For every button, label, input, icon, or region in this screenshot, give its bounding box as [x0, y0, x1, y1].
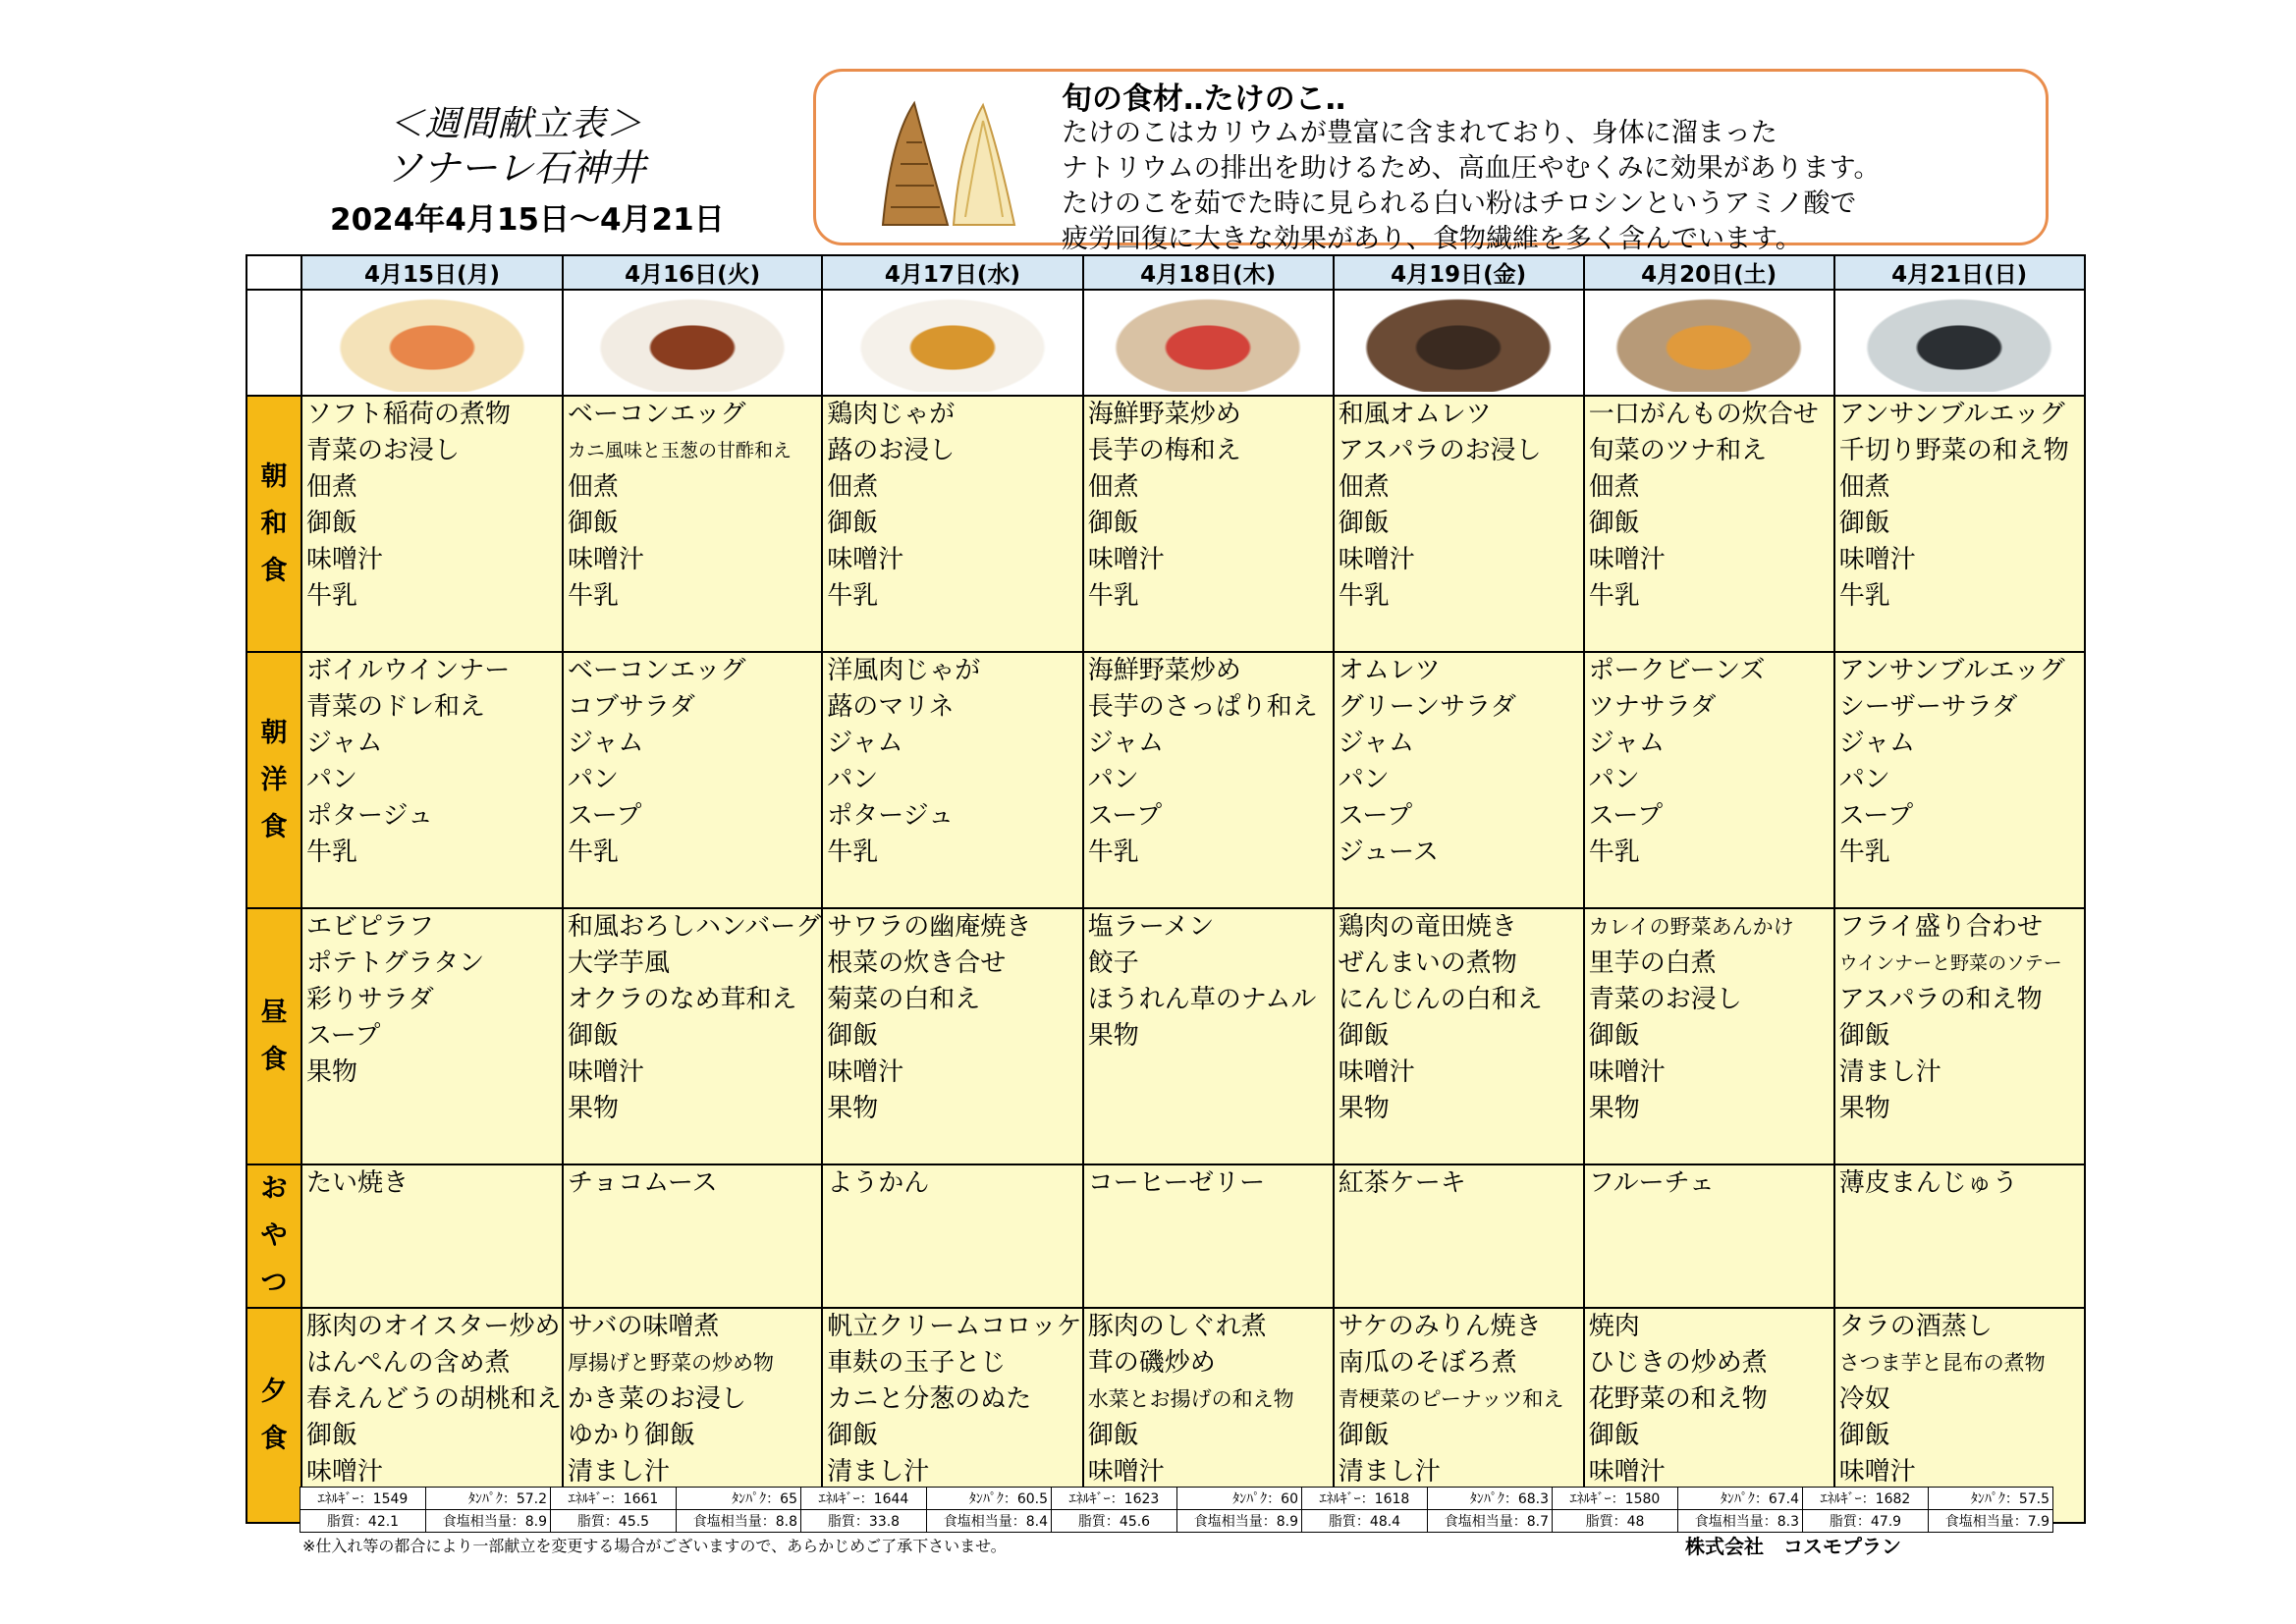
menu-item: ジャム — [1338, 729, 1415, 758]
fat-value: 脂質：45.6 — [1052, 1510, 1177, 1533]
menu-item: 紅茶ケーキ — [1338, 1168, 1466, 1198]
menu-item: 味噌汁 — [568, 545, 645, 574]
menu-item: 御飯 — [1838, 1421, 1890, 1450]
menu-item: 青菜のお浸し — [1588, 985, 1742, 1014]
menu-item: さつま芋と昆布の煮物 — [1838, 1351, 2046, 1375]
protein-value: ﾀﾝﾊﾟｸ：60 — [1177, 1488, 1302, 1510]
breakfast-western-cell — [1834, 652, 2085, 908]
menu-item: 果物 — [1087, 1021, 1139, 1051]
day-header: 4月15日(月) — [301, 255, 563, 290]
breakfast-japanese-cell — [1584, 396, 1834, 652]
seasonal-heading: 旬の食材‥たけのこ‥ — [1062, 81, 1346, 117]
menu-item: 花野菜の和え物 — [1588, 1384, 1768, 1414]
breakfast-western-label-text: 朝洋食 — [260, 717, 288, 842]
menu-item: スープ — [1087, 801, 1163, 831]
menu-item: ほうれん草のナムル — [1087, 985, 1317, 1014]
photo-cell — [1834, 290, 2085, 396]
fried-chicken-photo — [1355, 294, 1561, 392]
menu-item: 清まし汁 — [568, 1457, 671, 1487]
menu-item: エビピラフ — [306, 912, 435, 942]
menu-item: サワラの幽庵焼き — [827, 912, 1032, 942]
menu-item: 果物 — [1588, 1094, 1640, 1123]
menu-item: 味噌汁 — [827, 1057, 904, 1087]
menu-item: コブサラダ — [568, 692, 695, 722]
menu-item: サバの味噌煮 — [568, 1312, 720, 1341]
protein-value: ﾀﾝﾊﾟｸ：60.5 — [927, 1488, 1052, 1510]
menu-item: ベーコンエッグ — [568, 400, 746, 429]
menu-item: ジャム — [568, 729, 644, 758]
menu-item: ソフト稲荷の煮物 — [306, 400, 512, 429]
breakfast-japanese-cell — [822, 396, 1082, 652]
menu-item: 味噌汁 — [1087, 545, 1165, 574]
menu-item: はんぺんの含め煮 — [306, 1348, 511, 1378]
menu-item: 御飯 — [827, 1421, 879, 1450]
menu-item: 御飯 — [1338, 509, 1390, 538]
menu-item: 味噌汁 — [1588, 1457, 1666, 1487]
menu-item: 菊菜の白和え — [827, 985, 981, 1014]
menu-item: 鶏肉じゃが — [827, 400, 956, 429]
menu-item: 御飯 — [1087, 509, 1139, 538]
menu-item: 長芋のさっぱり和え — [1087, 692, 1318, 722]
menu-item: 牛乳 — [1588, 581, 1640, 611]
menu-item: 牛乳 — [1838, 838, 1890, 867]
lunch-cell — [301, 908, 563, 1164]
menu-item: 餃子 — [1087, 948, 1139, 978]
menu-item: 豚肉のオイスター炒め — [306, 1312, 561, 1341]
energy-value: ｴﾈﾙｷﾞｰ：1661 — [551, 1488, 677, 1510]
menu-item: 味噌汁 — [306, 545, 384, 574]
menu-item: ジャム — [306, 729, 383, 758]
menu-item: ツナサラダ — [1588, 692, 1717, 722]
menu-item: 帆立クリームコロッケ — [827, 1312, 1082, 1341]
menu-item: ようかん — [827, 1168, 930, 1198]
energy-value: ｴﾈﾙｷﾞｰ：1549 — [301, 1488, 426, 1510]
salt-value: 食塩相当量：7.9 — [1929, 1510, 2053, 1533]
menu-item: スープ — [1338, 801, 1413, 831]
seasonal-text-line: たけのこを茹でた時に見られる白い粉はチロシンというアミノ酸で — [1062, 189, 1857, 219]
menu-item: タラの酒蒸し — [1838, 1312, 1993, 1341]
menu-item: 一口がんもの炊合せ — [1588, 400, 1819, 429]
menu-item: グリーンサラダ — [1338, 692, 1516, 722]
seasonal-text-line: 疲労回復に大きな効果があり、食物繊維を多く含んでいます。 — [1062, 224, 1802, 254]
menu-item: オムレツ — [1338, 656, 1441, 685]
menu-item: パン — [1838, 765, 1890, 794]
menu-item: シーザーサラダ — [1838, 692, 2018, 722]
menu-item: ぜんまいの煮物 — [1338, 948, 1517, 978]
menu-item: カレイの野菜あんかけ — [1588, 915, 1794, 939]
menu-item: ひじきの炒め煮 — [1588, 1348, 1768, 1378]
menu-item: 果物 — [1838, 1094, 1890, 1123]
photo-cell — [1584, 290, 1834, 396]
menu-item: 果物 — [568, 1094, 620, 1123]
protein-value: ﾀﾝﾊﾟｸ：57.5 — [1929, 1488, 2053, 1510]
menu-item: たい焼き — [306, 1168, 410, 1198]
menu-item: 彩りサラダ — [306, 985, 434, 1014]
menu-item: ゆかり御飯 — [568, 1421, 696, 1450]
energy-value: ｴﾈﾙｷﾞｰ：1580 — [1553, 1488, 1678, 1510]
fat-value: 脂質：45.5 — [551, 1510, 677, 1533]
protein-value: ﾀﾝﾊﾟｸ：57.2 — [426, 1488, 551, 1510]
menu-item: 牛乳 — [1087, 838, 1139, 867]
menu-item: 冷奴 — [1838, 1384, 1890, 1414]
menu-item: 青菜のお浸し — [306, 436, 461, 465]
menu-item: 牛乳 — [827, 838, 879, 867]
menu-item: 車麸の玉子とじ — [827, 1348, 1007, 1378]
menu-item: フルーチェ — [1588, 1168, 1715, 1198]
seasonal-text-line: たけのこはカリウムが豊富に含まれており、身体に溜まった — [1062, 118, 1777, 148]
menu-item: 味噌汁 — [1838, 1457, 1916, 1487]
menu-item: 御飯 — [1838, 509, 1890, 538]
menu-item: アスパラの和え物 — [1838, 985, 2043, 1014]
menu-item: 千切り野菜の和え物 — [1838, 436, 2069, 465]
hamburg-steak-photo — [589, 294, 795, 392]
menu-item: パン — [568, 765, 620, 794]
menu-item: 蕗のお浸し — [827, 436, 956, 465]
breakfast-japanese-cell — [1083, 396, 1334, 652]
day-header: 4月16日(火) — [563, 255, 822, 290]
menu-item: 海鮮野菜炒め — [1087, 400, 1241, 429]
snack-cell — [1834, 1164, 2085, 1308]
breakfast-japanese-cell — [1834, 396, 2085, 652]
snack-cell — [301, 1164, 563, 1308]
menu-item: 佃煮 — [1087, 472, 1139, 502]
energy-value: ｴﾈﾙｷﾞｰ：1644 — [801, 1488, 927, 1510]
salt-value: 食塩相当量：8.8 — [677, 1510, 801, 1533]
menu-item: アンサンブルエッグ — [1838, 656, 2065, 685]
menu-item: 味噌汁 — [1588, 1057, 1666, 1087]
menu-item: かき菜のお浸し — [568, 1384, 747, 1414]
menu-item: 御飯 — [1838, 1021, 1890, 1051]
menu-item: 牛乳 — [1838, 581, 1890, 611]
lunch-label-text: 昼食 — [260, 997, 288, 1075]
menu-item: 水菜とお揚げの和え物 — [1087, 1387, 1294, 1411]
menu-item: 清まし汁 — [1338, 1457, 1441, 1487]
menu-item: ジャム — [1838, 729, 1916, 758]
menu-item: 鶏肉の竜田焼き — [1338, 912, 1517, 942]
dinner-label — [246, 1308, 301, 1523]
menu-item: パン — [827, 765, 879, 794]
fat-value: 脂質：48 — [1553, 1510, 1678, 1533]
menu-item: 牛乳 — [1338, 581, 1390, 611]
menu-item: カニと分葱のぬた — [827, 1384, 1032, 1414]
menu-item: 牛乳 — [568, 838, 620, 867]
photo-cell — [1083, 290, 1334, 396]
menu-item: 佃煮 — [1838, 472, 1890, 502]
breakfast-western-cell — [563, 652, 822, 908]
menu-item: 味噌汁 — [1338, 1057, 1415, 1087]
breakfast-western-cell — [301, 652, 563, 908]
lunch-cell — [1083, 908, 1334, 1164]
protein-value: ﾀﾝﾊﾟｸ：67.4 — [1678, 1488, 1803, 1510]
menu-item: コーヒーゼリー — [1087, 1168, 1266, 1198]
breakfast-japanese-cell — [563, 396, 822, 652]
menu-item: 御飯 — [1588, 1021, 1640, 1051]
photo-cell — [563, 290, 822, 396]
menu-item: スープ — [1838, 801, 1914, 831]
salt-value: 食塩相当量：8.4 — [927, 1510, 1052, 1533]
menu-item: 果物 — [306, 1057, 358, 1087]
menu-item: にんじんの白和え — [1338, 985, 1543, 1014]
snack-cell — [822, 1164, 1082, 1308]
snack-label-text: おやつ — [260, 1173, 288, 1298]
facility-name: ソナーレ石神井 — [385, 146, 646, 189]
menu-item: 春えんどうの胡桃和え — [306, 1384, 563, 1414]
photo-cell — [822, 290, 1082, 396]
lunch-cell — [1334, 908, 1584, 1164]
menu-item: 和風オムレツ — [1338, 400, 1492, 429]
menu-item: オクラのなめ茸和え — [568, 985, 797, 1014]
menu-item: 御飯 — [1588, 1421, 1640, 1450]
menu-item: 牛乳 — [306, 581, 358, 611]
protein-value: ﾀﾝﾊﾟｸ：68.3 — [1428, 1488, 1553, 1510]
menu-item: 洋風肉じゃが — [827, 656, 981, 685]
menu-item: 味噌汁 — [1338, 545, 1415, 574]
menu-item: 海鮮野菜炒め — [1087, 656, 1241, 685]
menu-item: 御飯 — [306, 509, 358, 538]
shrimp-pilaf-photo — [329, 294, 535, 392]
menu-item: ポテトグラタン — [306, 948, 485, 978]
menu-item: カニ風味と玉葱の甘酢和え — [568, 440, 793, 461]
menu-item: 蕗のマリネ — [827, 692, 955, 722]
corner-cell — [246, 255, 301, 290]
menu-item: 青菜のドレ和え — [306, 692, 486, 722]
menu-item: 味噌汁 — [1838, 545, 1916, 574]
day-header: 4月17日(水) — [822, 255, 1082, 290]
menu-item: 牛乳 — [1588, 838, 1640, 867]
salt-value: 食塩相当量：8.3 — [1678, 1510, 1803, 1533]
menu-item: 佃煮 — [306, 472, 358, 502]
menu-item: 御飯 — [1338, 1421, 1390, 1450]
menu-item: 佃煮 — [827, 472, 879, 502]
snack-cell — [1083, 1164, 1334, 1308]
energy-value: ｴﾈﾙｷﾞｰ：1682 — [1803, 1488, 1929, 1510]
menu-item: 牛乳 — [827, 581, 879, 611]
menu-item: 牛乳 — [568, 581, 620, 611]
menu-item: 茸の磯炒め — [1087, 1348, 1216, 1378]
menu-item: パン — [306, 765, 358, 794]
seasonal-text-line: ナトリウムの排出を助けるため、高血圧やむくみに効果があります。 — [1062, 153, 1881, 184]
menu-item: 味噌汁 — [306, 1457, 384, 1487]
energy-value: ｴﾈﾙｷﾞｰ：1623 — [1052, 1488, 1177, 1510]
lunch-cell — [563, 908, 822, 1164]
menu-item: 大学芋風 — [568, 948, 671, 978]
energy-value: ｴﾈﾙｷﾞｰ：1618 — [1302, 1488, 1428, 1510]
menu-item: 果物 — [1338, 1094, 1390, 1123]
bamboo-shoot-illustration — [863, 99, 1020, 232]
photo-cell — [1334, 290, 1584, 396]
snack-label — [246, 1164, 301, 1308]
menu-item: ジャム — [827, 729, 903, 758]
menu-item: 御飯 — [827, 509, 879, 538]
cream-croquette-photo — [849, 294, 1056, 392]
menu-item: ウインナーと野菜のソテー — [1838, 952, 2062, 974]
breakfast-japanese-cell — [301, 396, 563, 652]
fat-value: 脂質：48.4 — [1302, 1510, 1428, 1533]
fat-value: 脂質：47.9 — [1803, 1510, 1929, 1533]
menu-item: アスパラのお浸し — [1338, 436, 1542, 465]
menu-item: 佃煮 — [1338, 472, 1390, 502]
date-range: 2024年4月15日～4月21日 — [330, 202, 725, 238]
fish-ankake-photo — [1606, 294, 1812, 392]
breakfast-japanese-label — [246, 396, 301, 652]
menu-item: 御飯 — [568, 1021, 620, 1051]
menu-item: 味噌汁 — [568, 1057, 645, 1087]
menu-item: スープ — [568, 801, 642, 831]
company-name: 株式会社 コスモプラン — [1685, 1535, 1901, 1558]
menu-item: 根菜の炊き合せ — [827, 948, 1007, 978]
photo-cell — [301, 290, 563, 396]
menu-item: 牛乳 — [1087, 581, 1139, 611]
snack-cell — [563, 1164, 822, 1308]
menu-item: ボイルウインナー — [306, 656, 511, 685]
menu-item: 塩ラーメン — [1087, 912, 1215, 942]
menu-item: 南瓜のそぼろ煮 — [1338, 1348, 1517, 1378]
salt-value: 食塩相当量：8.7 — [1428, 1510, 1553, 1533]
menu-item: ポタージュ — [306, 801, 433, 831]
day-header: 4月20日(土) — [1584, 255, 1834, 290]
change-notice: ※仕入れ等の都合により一部献立を変更する場合がございますので、あらかじめご了承下さいませ。 — [302, 1537, 1007, 1555]
menu-item: 御飯 — [827, 1021, 879, 1051]
menu-item: アンサンブルエッグ — [1838, 400, 2065, 429]
menu-item: ポタージュ — [827, 801, 955, 831]
breakfast-japanese-cell — [1334, 396, 1584, 652]
menu-item: スープ — [306, 1021, 381, 1051]
breakfast-western-label — [246, 652, 301, 908]
menu-item: チョコムース — [568, 1168, 718, 1198]
snack-cell — [1334, 1164, 1584, 1308]
menu-item: 清まし汁 — [827, 1457, 930, 1487]
menu-item: 果物 — [827, 1094, 879, 1123]
menu-item: パン — [1338, 765, 1390, 794]
menu-item: 焼肉 — [1588, 1312, 1640, 1341]
menu-item: 御飯 — [1087, 1421, 1139, 1450]
menu-item: ポークビーンズ — [1588, 656, 1766, 685]
menu-item: 清まし汁 — [1838, 1057, 1941, 1087]
menu-item: 厚揚げと野菜の炒め物 — [568, 1351, 775, 1375]
menu-item: 牛乳 — [306, 838, 358, 867]
menu-item: 御飯 — [568, 509, 620, 538]
salt-value: 食塩相当量：8.9 — [426, 1510, 551, 1533]
dinner-label-text: 夕食 — [260, 1376, 288, 1454]
snack-cell — [1584, 1164, 1834, 1308]
breakfast-western-cell — [822, 652, 1082, 908]
menu-item: 旬菜のツナ和え — [1588, 436, 1768, 465]
breakfast-western-cell — [1083, 652, 1334, 908]
menu-item: 長芋の梅和え — [1087, 436, 1241, 465]
weekly-menu-table — [246, 254, 2086, 1524]
menu-item: 御飯 — [306, 1421, 358, 1450]
menu-item: パン — [1588, 765, 1640, 794]
day-header: 4月18日(木) — [1083, 255, 1334, 290]
day-header: 4月21日(日) — [1834, 255, 2085, 290]
lunch-cell — [1584, 908, 1834, 1164]
seasonal-info-box — [813, 69, 2049, 254]
menu-item: ジュース — [1338, 838, 1439, 867]
menu-item: 佃煮 — [568, 472, 620, 502]
menu-item: 里芋の白煮 — [1588, 948, 1717, 978]
menu-item: ジャム — [1087, 729, 1165, 758]
menu-item: ジャム — [1588, 729, 1666, 758]
menu-item: 御飯 — [1338, 1021, 1390, 1051]
lunch-cell — [1834, 908, 2085, 1164]
breakfast-western-cell — [1584, 652, 1834, 908]
menu-item: 青梗菜のピーナッツ和え — [1338, 1387, 1564, 1411]
menu-item: 佃煮 — [1588, 472, 1640, 502]
breakfast-western-cell — [1334, 652, 1584, 908]
menu-item: 薄皮まんじゅう — [1838, 1168, 2018, 1198]
menu-item: ベーコンエッグ — [568, 656, 746, 685]
menu-item: サケのみりん焼き — [1338, 1312, 1542, 1341]
fat-value: 脂質：33.8 — [801, 1510, 927, 1533]
fry-platter-photo — [1856, 294, 2062, 392]
menu-item: スープ — [1588, 801, 1664, 831]
day-header: 4月19日(金) — [1334, 255, 1584, 290]
menu-item: 味噌汁 — [827, 545, 904, 574]
nutrition-table — [300, 1487, 2053, 1533]
menu-item: 味噌汁 — [1588, 545, 1666, 574]
ramen-photo — [1105, 294, 1311, 392]
menu-item: 味噌汁 — [1087, 1457, 1165, 1487]
menu-item: 御飯 — [1588, 509, 1640, 538]
corner-cell — [246, 290, 301, 396]
protein-value: ﾀﾝﾊﾟｸ：65 — [677, 1488, 801, 1510]
menu-item: フライ盛り合わせ — [1838, 912, 2043, 942]
lunch-cell — [822, 908, 1082, 1164]
menu-title: ＜週間献立表＞ — [388, 104, 643, 144]
menu-item: 豚肉のしぐれ煮 — [1087, 1312, 1267, 1341]
menu-item: パン — [1087, 765, 1139, 794]
menu-item: 和風おろしハンバーグ — [568, 912, 822, 942]
fat-value: 脂質：42.1 — [301, 1510, 426, 1533]
salt-value: 食塩相当量：8.9 — [1177, 1510, 1302, 1533]
lunch-label — [246, 908, 301, 1164]
breakfast-japanese-label-text: 朝和食 — [260, 460, 288, 586]
